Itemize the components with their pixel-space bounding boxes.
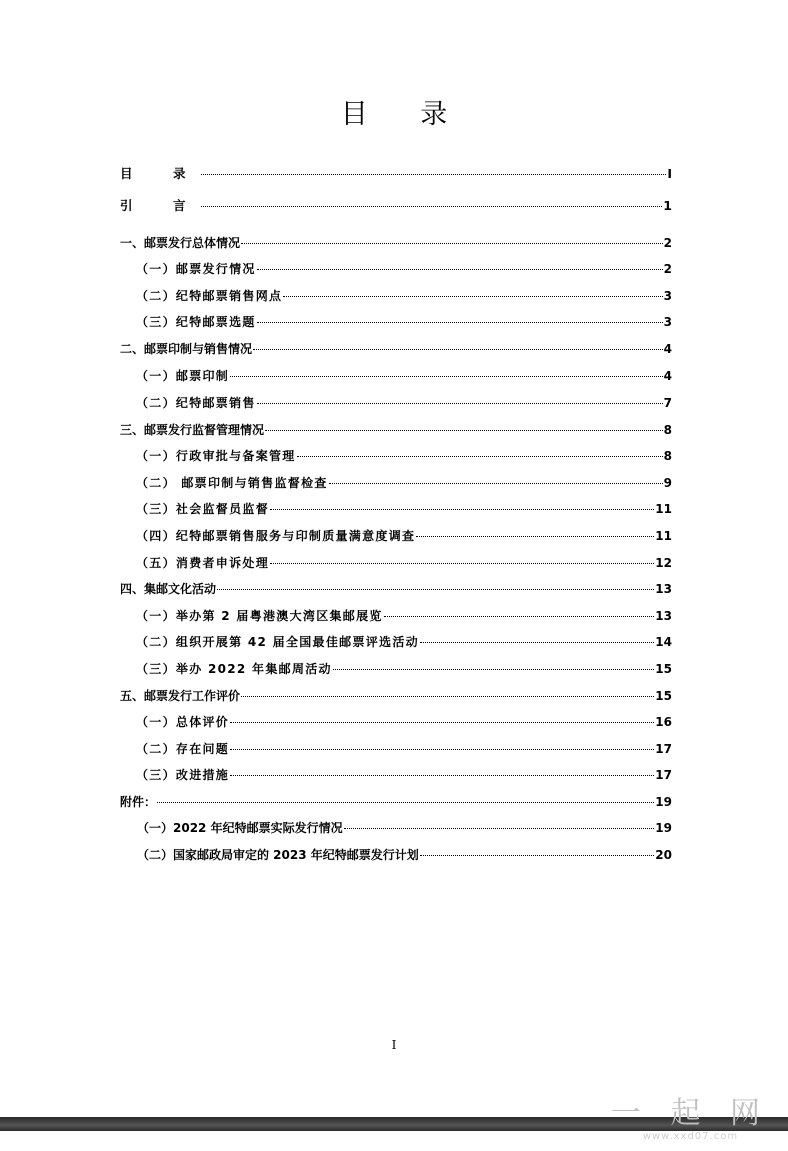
toc-entry-label: 三、邮票发行监督管理情况 xyxy=(120,423,265,437)
toc-leader-dots xyxy=(257,403,663,404)
toc-page-number: 1 xyxy=(663,198,672,213)
toc-entry[interactable] xyxy=(136,609,672,623)
toc-entry-label: （一）行政审批与备案管理 xyxy=(136,449,296,463)
toc-leader-dots xyxy=(241,243,663,244)
toc-entry-label: （一）邮票印制 xyxy=(136,369,230,383)
toc-entry[interactable] xyxy=(136,396,672,410)
toc-entry-label: （一）邮票发行情况 xyxy=(136,262,256,276)
toc-page-number: 13 xyxy=(655,582,672,596)
toc-entry[interactable] xyxy=(136,742,672,756)
toc-entry-label: （三）改进措施 xyxy=(136,768,230,782)
toc-leader-dots xyxy=(230,749,654,750)
toc-entry-label: （一）总体评价 xyxy=(136,715,230,729)
toc-entry-label: （三）社会监督员监督 xyxy=(136,502,270,516)
toc-entry[interactable] xyxy=(136,315,672,329)
toc-leader-dots xyxy=(384,616,655,617)
toc-leader-dots xyxy=(344,828,655,829)
toc-entry-label: （五）消费者申诉处理 xyxy=(136,556,270,570)
toc-leader-dots xyxy=(333,669,654,670)
toc-entry[interactable] xyxy=(136,289,672,303)
toc-page-number: 2 xyxy=(663,262,672,276)
toc-entry-label: 附件： xyxy=(120,795,157,809)
toc-leader-dots xyxy=(253,349,663,350)
toc-page-number: 3 xyxy=(663,289,672,303)
toc-entry[interactable] xyxy=(120,236,672,250)
toc-leader-dots xyxy=(257,269,663,270)
toc-leader-dots xyxy=(157,802,654,803)
toc-entry-label: 目 录 xyxy=(120,166,200,181)
toc-page-number: 15 xyxy=(655,662,672,676)
toc-page-number: 3 xyxy=(663,315,672,329)
toc-entry-label: （二）存在问题 xyxy=(136,742,230,756)
toc-leader-dots xyxy=(217,589,654,590)
page-number: I xyxy=(391,1038,397,1052)
toc-entry[interactable] xyxy=(120,342,672,356)
toc-page-number: 11 xyxy=(655,502,672,516)
toc-leader-dots xyxy=(230,376,663,377)
toc-entry[interactable] xyxy=(136,476,672,490)
toc-page-number: 4 xyxy=(663,369,672,383)
toc-entry[interactable] xyxy=(136,635,672,649)
toc-leader-dots xyxy=(420,642,654,643)
toc-entry[interactable] xyxy=(137,848,672,862)
toc-entry-label: （四）纪特邮票销售服务与印制质量满意度调查 xyxy=(136,529,416,543)
toc-page-number: 9 xyxy=(663,476,672,490)
toc-page-number: 15 xyxy=(655,689,672,703)
toc-leader-dots xyxy=(270,509,654,510)
toc-page-number: 17 xyxy=(655,768,672,782)
toc-leader-dots xyxy=(297,456,663,457)
toc-leader-dots xyxy=(201,174,667,175)
toc-entry-label: （二）纪特邮票销售 xyxy=(136,396,256,410)
toc-leader-dots xyxy=(329,483,663,484)
toc-entry-label: 一、邮票发行总体情况 xyxy=(120,236,241,250)
toc-entry[interactable] xyxy=(136,262,672,276)
toc-page-number: 13 xyxy=(655,609,672,623)
toc-entry[interactable] xyxy=(136,715,672,729)
toc-leader-dots xyxy=(257,322,663,323)
page-title: 目 录 xyxy=(340,99,470,130)
toc-leader-dots xyxy=(201,206,663,207)
toc-entry-label: （三）纪特邮票选题 xyxy=(136,315,256,329)
toc-entry-label: （一）2022 年纪特邮票实际发行情况 xyxy=(137,821,343,835)
watermark-text: 一 起 网 xyxy=(610,1096,770,1131)
toc-page-number: 12 xyxy=(655,556,672,570)
toc-entry[interactable] xyxy=(120,689,672,703)
toc-entry[interactable] xyxy=(136,768,672,782)
toc-leader-dots xyxy=(241,696,654,697)
toc-entry[interactable] xyxy=(136,662,672,676)
toc-entry[interactable] xyxy=(136,556,672,570)
toc-entry-label: 四、集邮文化活动 xyxy=(120,582,217,596)
watermark-url: www.xxd07.com xyxy=(642,1131,739,1142)
toc-page-number: 7 xyxy=(663,396,672,410)
toc-entry-label: （二） 邮票印制与销售监督检查 xyxy=(136,476,328,490)
toc-entry[interactable] xyxy=(136,369,672,383)
toc-entry[interactable] xyxy=(120,795,672,809)
toc-leader-dots xyxy=(230,775,654,776)
toc-leader-dots xyxy=(416,536,654,537)
toc-leader-dots xyxy=(270,563,654,564)
toc-entry-label: 引 言 xyxy=(120,198,200,213)
toc-entry-label: （二）纪特邮票销售网点 xyxy=(136,289,283,303)
toc-entry[interactable] xyxy=(120,167,672,181)
toc-leader-dots xyxy=(265,430,663,431)
toc-leader-dots xyxy=(420,855,655,856)
toc-page-number: 4 xyxy=(663,342,672,356)
watermark xyxy=(611,1097,770,1142)
toc-page-number: 8 xyxy=(663,423,672,437)
toc-entry[interactable] xyxy=(120,582,672,596)
toc-entry[interactable] xyxy=(136,529,672,543)
toc-entry-label: （二）组织开展第 42 届全国最佳邮票评选活动 xyxy=(136,635,419,649)
toc-page-number: 14 xyxy=(655,635,672,649)
toc-entry-label: （二）国家邮政局审定的 2023 年纪特邮票发行计划 xyxy=(137,848,419,862)
toc-page-number: 19 xyxy=(655,821,672,835)
toc-page-number: 16 xyxy=(655,715,672,729)
toc-page-number: I xyxy=(667,166,672,181)
toc-entry-label: 五、邮票发行工作评价 xyxy=(120,689,241,703)
toc-entry[interactable] xyxy=(136,449,672,463)
toc-page-number: 2 xyxy=(663,236,672,250)
toc-entry-label: 二、邮票印制与销售情况 xyxy=(120,342,253,356)
toc-page-number: 17 xyxy=(655,742,672,756)
toc-page-number: 11 xyxy=(655,529,672,543)
toc-entry[interactable] xyxy=(136,502,672,516)
toc-entry[interactable] xyxy=(120,423,672,437)
toc-entry[interactable] xyxy=(137,821,672,835)
toc-entry-label: （一）举办第 2 届粤港澳大湾区集邮展览 xyxy=(136,609,383,623)
toc-leader-dots xyxy=(283,296,662,297)
toc-entry-label: （三）举办 2022 年集邮周活动 xyxy=(136,662,332,676)
toc-page-number: 19 xyxy=(655,795,672,809)
toc-entry[interactable] xyxy=(120,199,672,213)
toc-page-number: 8 xyxy=(663,449,672,463)
toc-page-number: 20 xyxy=(655,848,672,862)
toc-leader-dots xyxy=(230,722,654,723)
